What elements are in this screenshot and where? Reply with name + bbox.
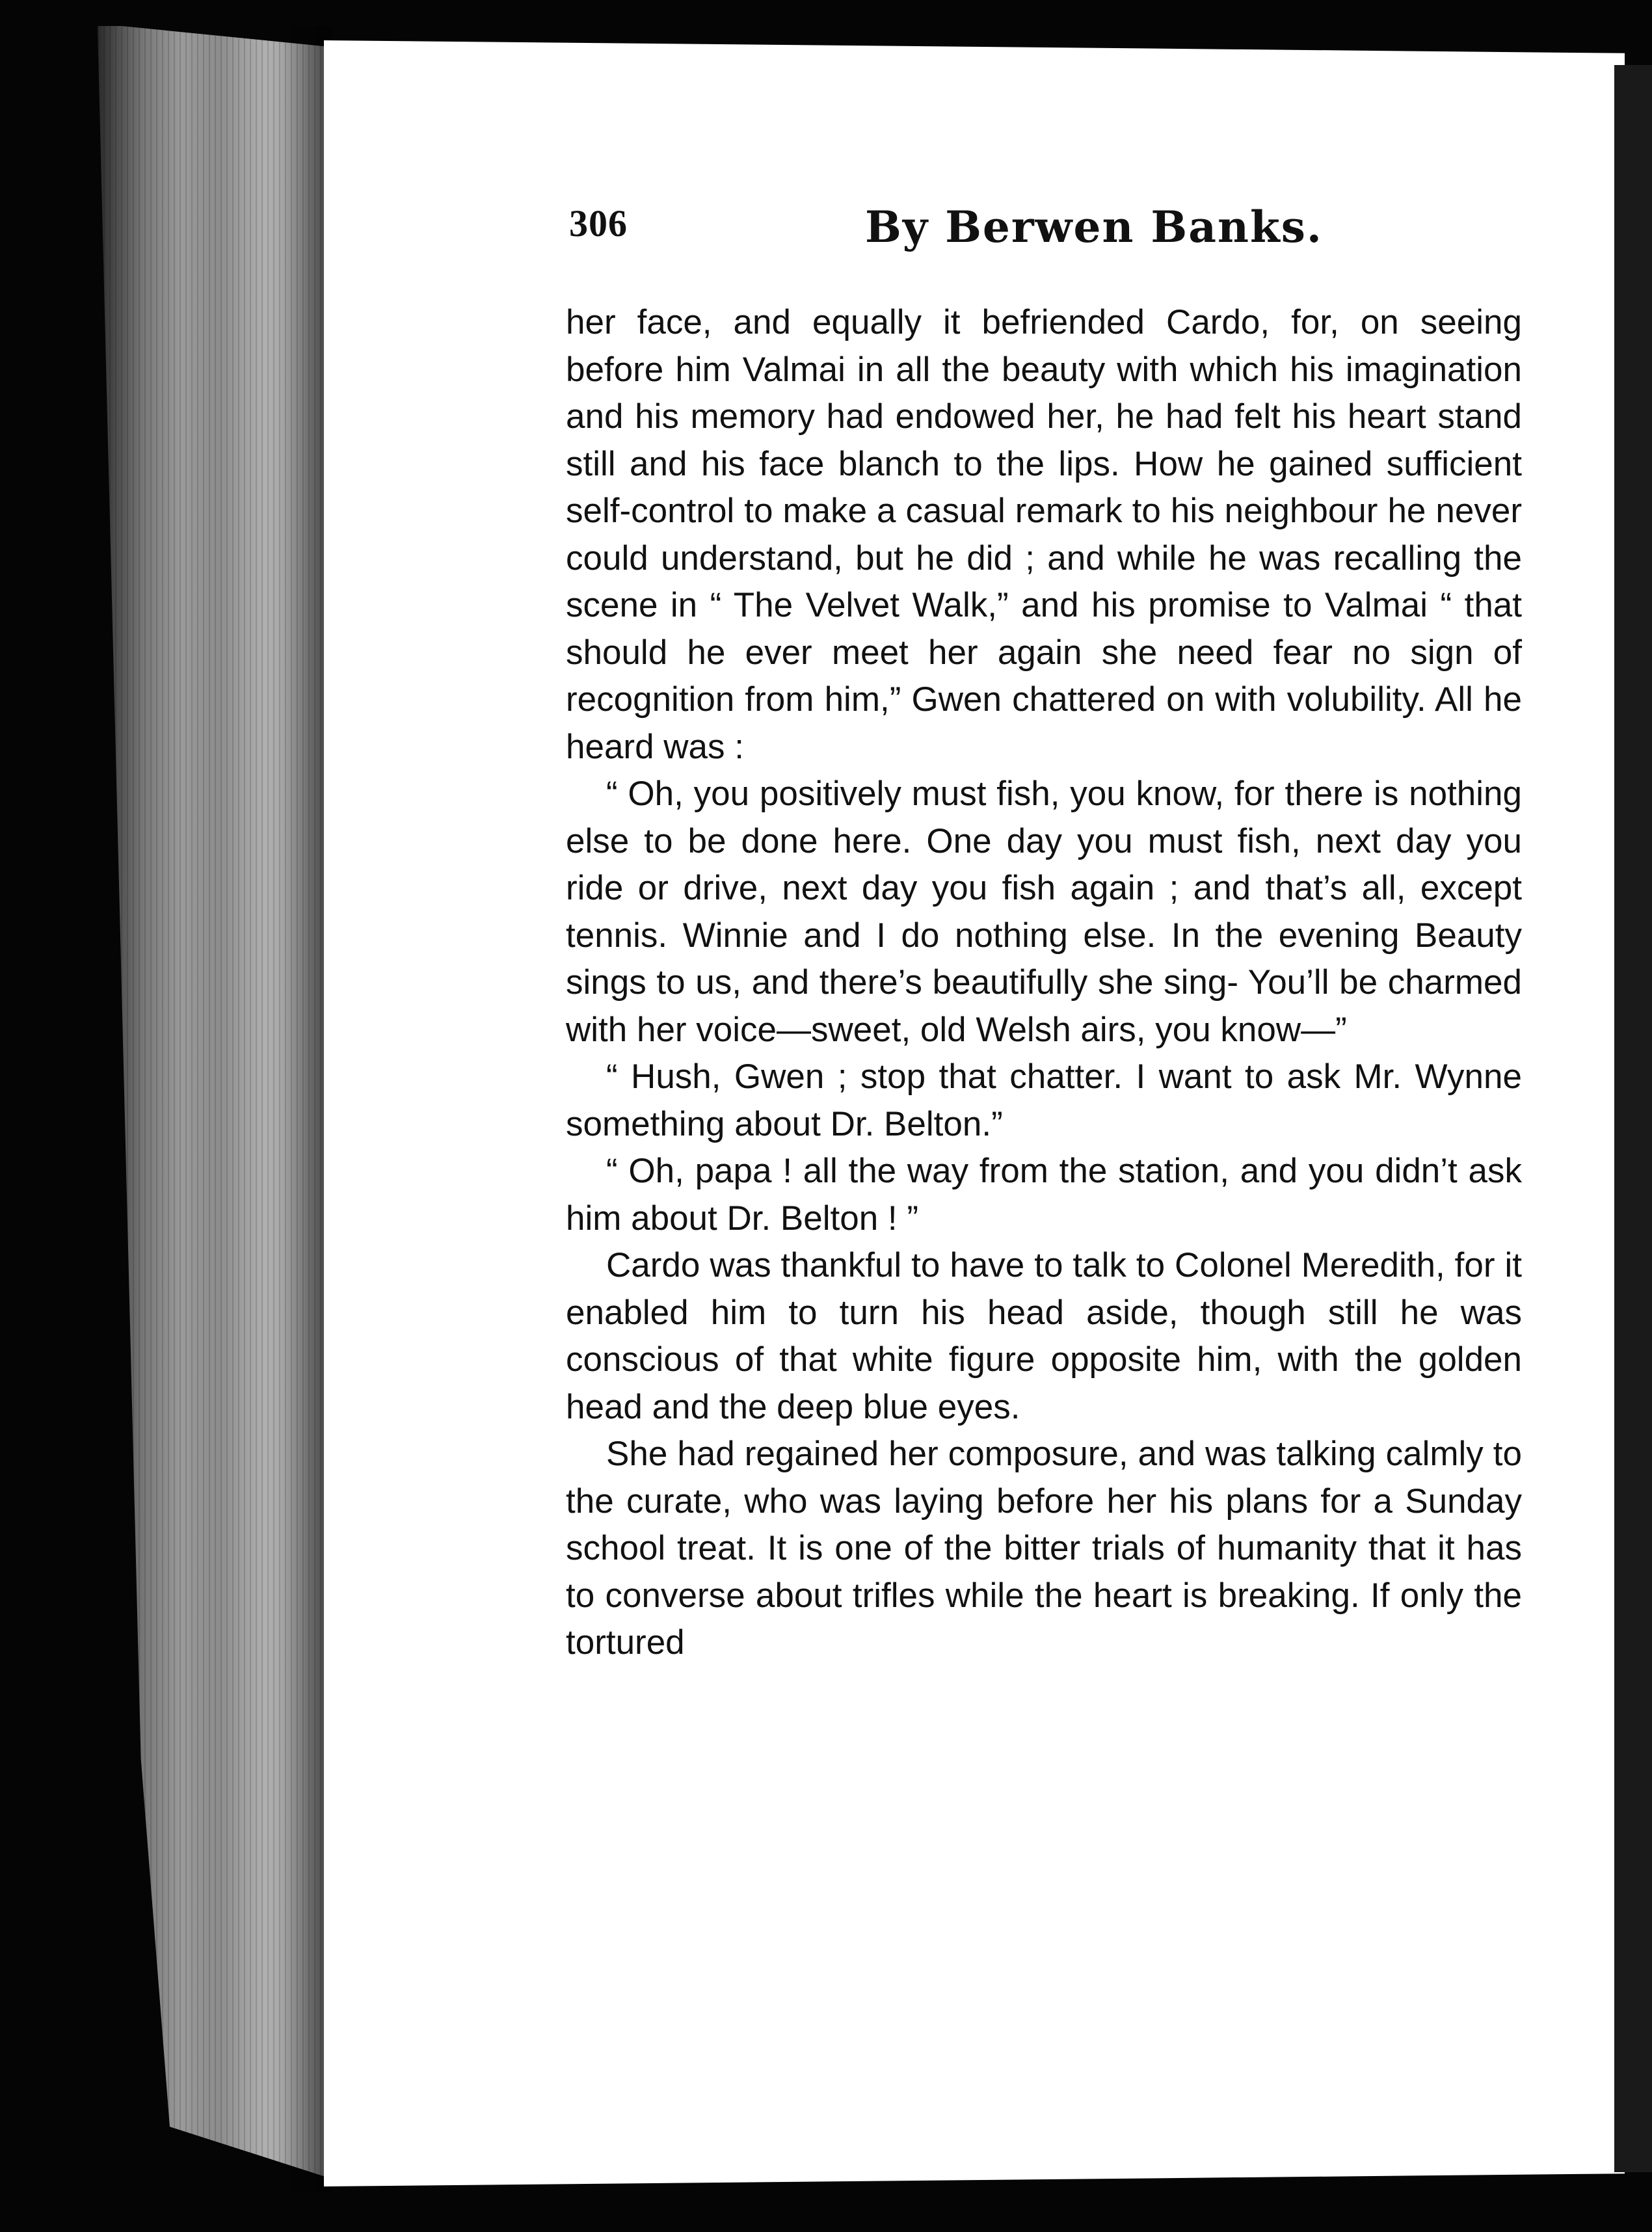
page-body xyxy=(566,299,1522,1667)
paragraph: Cardo was thankful to have to talk to Colonel Meredith, for it enabled him to turn his head aside, though still he was conscious of that white figure opposite him, with the golden head and the deep blue eyes. xyxy=(566,1246,1522,1426)
running-title: By Berwen Banks. xyxy=(865,202,1323,252)
page-header xyxy=(569,202,1525,267)
paragraph: “ Hush, Gwen ; stop that chatter. I want to ask Mr. Wynne something about Dr. Belton.” xyxy=(566,1057,1522,1143)
paragraph: She had regained her composure, and was talking calmly to the curate, who was laying before her his plans for a Sunday school treat. It is one of the bitter trials of humanity that it has to converse about trifles while the heart is breaking. If only the tortured xyxy=(566,1435,1522,1662)
paragraph: her face, and equally it befriended Cardo, for, on seeing before him Valmai in all the beauty with which his imagination and his memory had endowed her, he had felt his heart stand still and his face blanch to the lips. How he gained sufficient self-control to make a casual remark to his neighbour he never could understand, but he did ; and while he was recalling the scene in “ The Velvet Walk,” and his promise to Valmai “ that should he ever meet her again she need fear no sign of recognition from him,” Gwen chattered on with volubility. All he heard was : xyxy=(566,303,1522,766)
paragraph: “ Oh, papa ! all the way from the station, and you didn’t ask him about Dr. Belton ! ” xyxy=(566,1152,1522,1238)
paragraph: “ Oh, you positively must fish, you know, for there is nothing else to be done here. One day you must fish, next day you ride or drive, next day you fish again ; and that’s all, except tennis. Winnie and I do nothing else. In the evening Beauty sings to us, and there’s beautifully she sing- You’ll be charmed with her voice—sweet, old Welsh airs, you know—” xyxy=(566,775,1522,1049)
right-page-edge xyxy=(1614,65,1652,2172)
page-number: 306 xyxy=(569,202,628,245)
